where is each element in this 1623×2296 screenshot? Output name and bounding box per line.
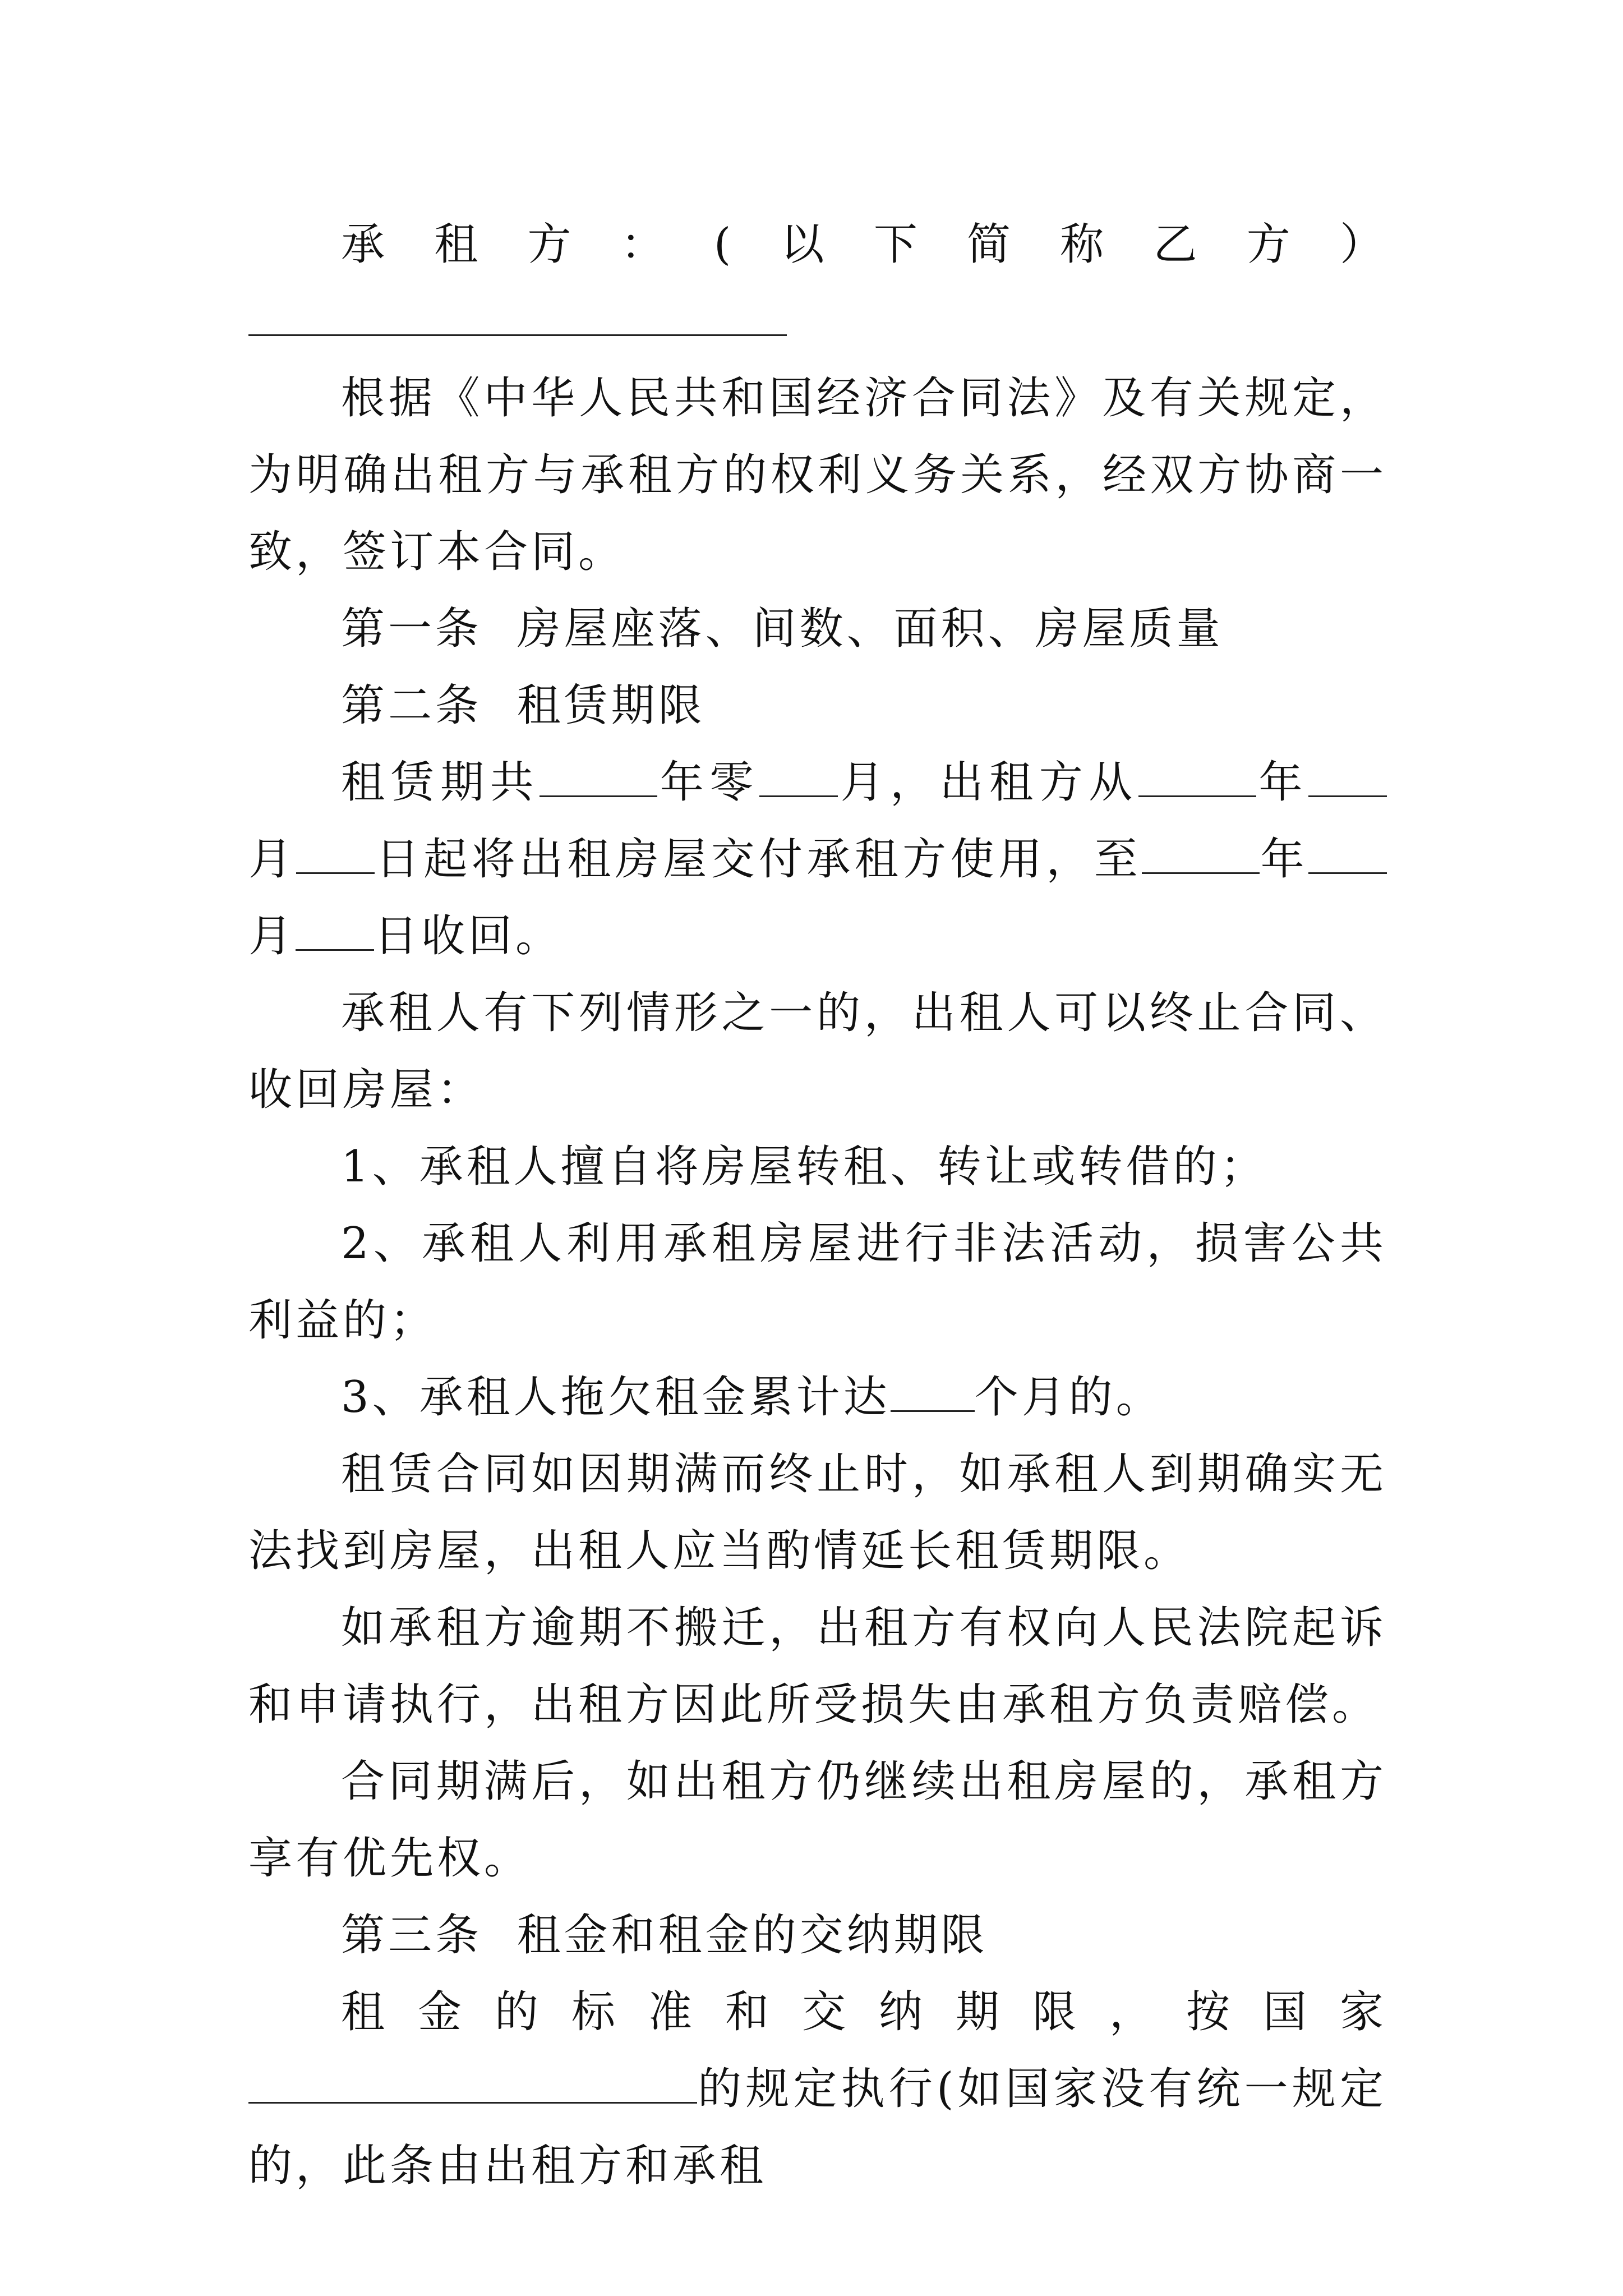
- end-year-blank[interactable]: [1142, 835, 1260, 874]
- lease-term-text-9: 日收回。: [374, 911, 563, 961]
- lessee-name-blank[interactable]: [248, 297, 787, 336]
- lease-term-text-8: 月: [248, 911, 296, 961]
- termination-item-3-text-1: 3、承租人拖欠租金累计达: [341, 1372, 891, 1423]
- article-2-heading: 第二条 租赁期限: [341, 680, 706, 731]
- termination-intro-paragraph: 承租人有下列情形之一的，出租人可以终止合同、收回房屋：: [248, 988, 1387, 1115]
- preamble-paragraph: 根据《中华人民共和国经济合同法》及有关规定，为明确出租方与承租方的权利义务关系，经双方协商一致，签订本合同。: [248, 373, 1387, 577]
- lease-months-blank[interactable]: [759, 758, 838, 797]
- start-year-blank[interactable]: [1138, 758, 1256, 797]
- overdue-move-paragraph: 如承租方逾期不搬迁，出租方有权向人民法院起诉和申请执行，出租方因此所受损失由承租方负责赔偿。: [248, 1603, 1387, 1730]
- lease-term-paragraph: [248, 744, 1387, 975]
- end-day-blank[interactable]: [296, 912, 374, 951]
- start-day-blank[interactable]: [296, 835, 375, 874]
- termination-item-1: 1、承租人擅自将房屋转租、转让或转借的；: [341, 1142, 1267, 1192]
- article-3-heading: 第三条 租金和租金的交纳期限: [341, 1910, 988, 1961]
- rent-standard-text-1: 租金的标准和交纳期限，按国家: [341, 1987, 1387, 2037]
- lease-term-text-1: 租赁期共: [341, 757, 540, 808]
- lessee-line: [248, 206, 1387, 360]
- rent-standard-text-2: 的规定执行(如国家没有统一规定的，此条由出租方和承租: [248, 2064, 1387, 2191]
- expiry-extension-paragraph: 租赁合同如因期满而终止时，如承租人到期确实无法找到房屋，出租人应当酌情延长租赁期限。: [248, 1449, 1387, 1576]
- termination-item-3-text-2: 个月的。: [974, 1372, 1163, 1423]
- rent-standard-paragraph: [248, 1974, 1387, 2205]
- lease-years-blank[interactable]: [540, 758, 657, 797]
- arrears-months-blank[interactable]: [891, 1373, 975, 1412]
- start-month-blank[interactable]: [1308, 758, 1387, 797]
- lease-term-text-4: 年: [1256, 757, 1308, 808]
- lease-term-text-5: 月: [248, 834, 297, 885]
- lease-term-text-3: 月，出租方从: [837, 757, 1138, 808]
- lessee-label: 承租方：(以下简称乙方）: [341, 219, 1387, 270]
- termination-item-3: [248, 1359, 1387, 1436]
- termination-item-2: 2、承租人利用承租房屋进行非法活动，损害公共利益的；: [248, 1218, 1387, 1346]
- lease-term-text-2: 年零: [657, 757, 759, 808]
- article-1-heading: 第一条 房屋座落、间数、面积、房屋质量: [341, 604, 1224, 654]
- lease-term-text-7: 年: [1260, 834, 1308, 885]
- rent-regulation-blank[interactable]: [248, 2065, 697, 2104]
- lease-term-text-6: 日起将出租房屋交付承租方使用，至: [375, 834, 1142, 885]
- document-body: [248, 206, 1387, 2205]
- end-month-blank[interactable]: [1308, 835, 1387, 874]
- priority-right-paragraph: 合同期满后，如出租方仍继续出租房屋的，承租方享有优先权。: [248, 1756, 1387, 1884]
